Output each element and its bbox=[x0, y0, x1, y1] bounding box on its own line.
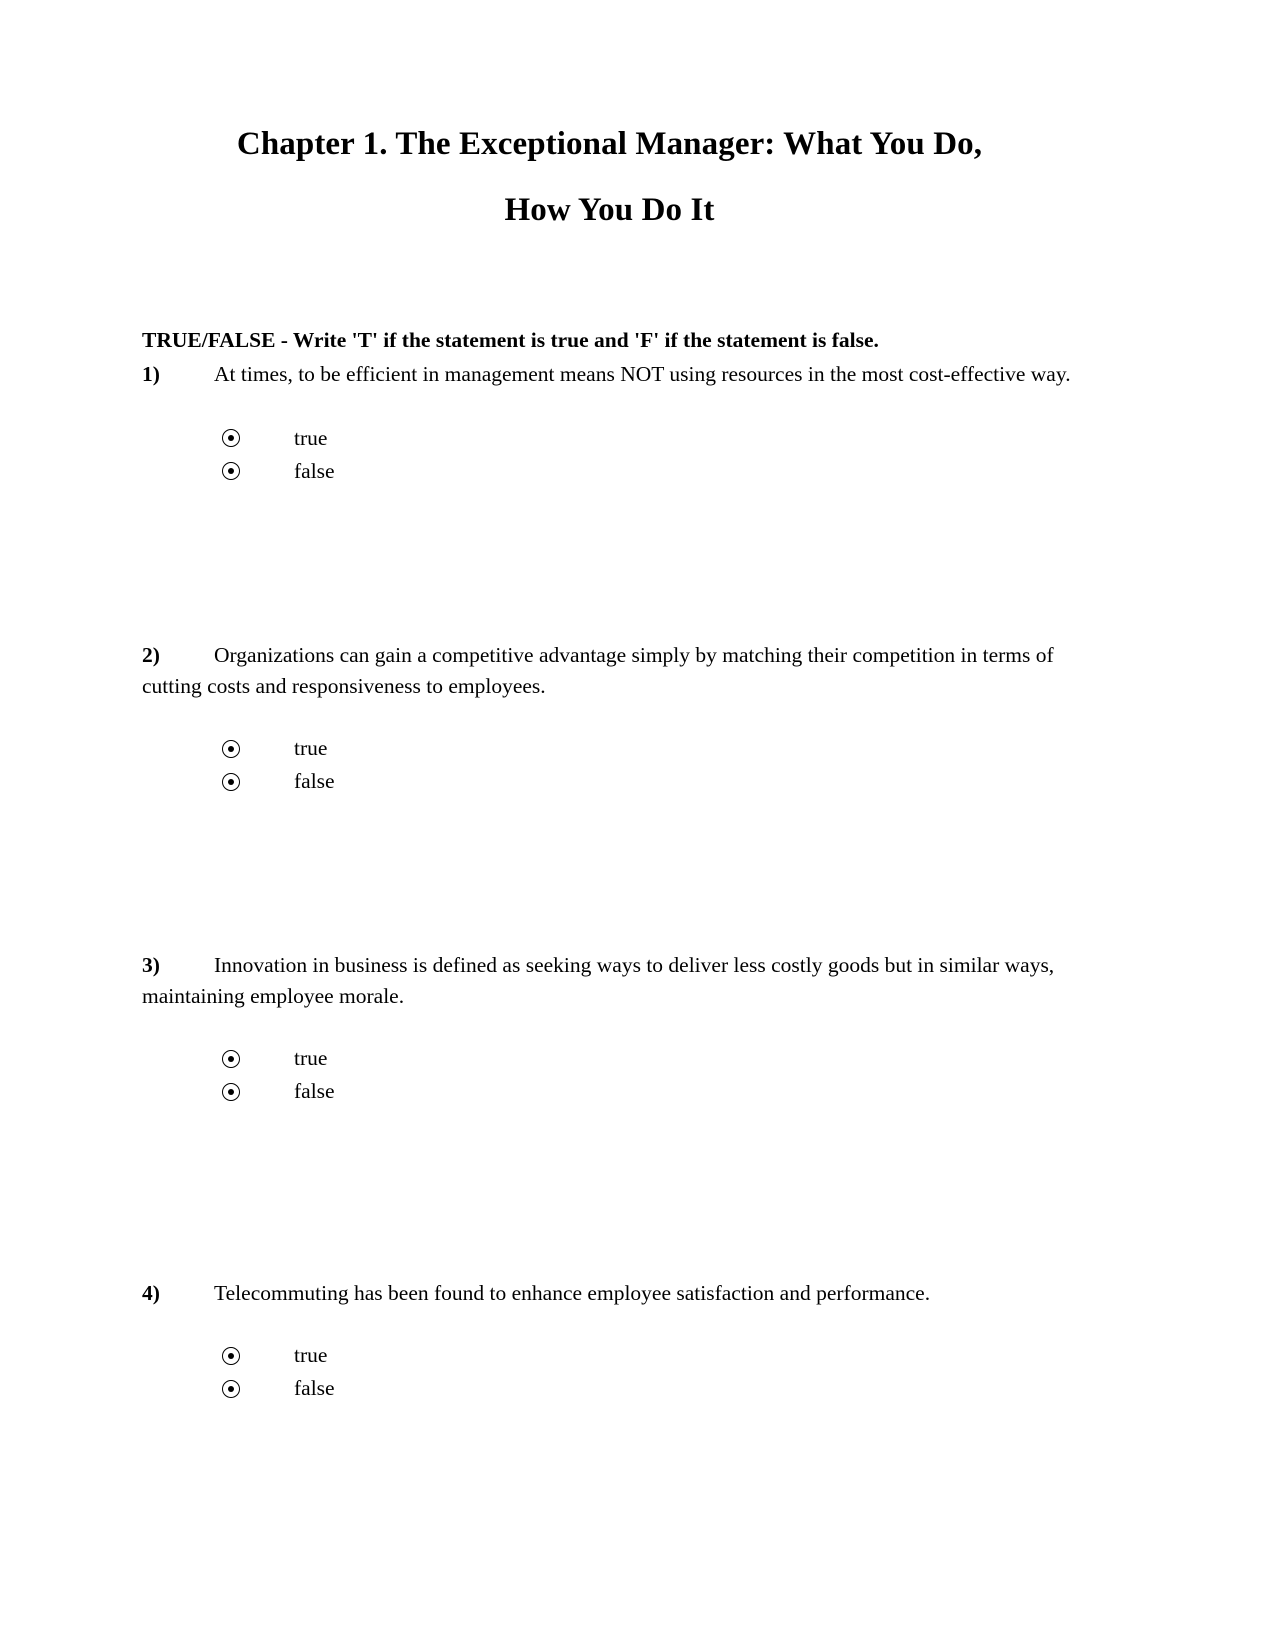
option-label-false-1: false bbox=[294, 458, 335, 483]
question-block-4 bbox=[142, 1108, 1077, 1405]
page-content bbox=[142, 0, 1077, 1406]
radio-button-icon[interactable] bbox=[222, 1083, 240, 1101]
question-number-4: 4) bbox=[142, 1281, 160, 1306]
question-statement-3: Innovation in business is defined as seeking ways to deliver less costly goods but in similar ways, maintaining employee morale. bbox=[142, 953, 1055, 1009]
option-row-true-4[interactable] bbox=[142, 1340, 1077, 1373]
radio-button-icon[interactable] bbox=[222, 773, 240, 791]
radio-button-icon[interactable] bbox=[222, 740, 240, 758]
option-row-true-2[interactable] bbox=[142, 732, 1077, 765]
question-block-3 bbox=[142, 798, 1077, 1108]
question-statement-1: At times, to be efficient in management means NOT using resources in the most cost-effective way. bbox=[214, 361, 1071, 386]
option-row-false-2[interactable] bbox=[142, 765, 1077, 798]
radio-button-icon[interactable] bbox=[222, 429, 240, 447]
page-title-line-2: How You Do It bbox=[504, 192, 715, 228]
option-label-false-4: false bbox=[294, 1376, 335, 1401]
answer-options-4 bbox=[142, 1310, 1077, 1406]
radio-button-icon[interactable] bbox=[222, 462, 240, 480]
radio-button-icon[interactable] bbox=[222, 1347, 240, 1365]
question-text-1 bbox=[142, 359, 1077, 390]
option-label-false-3: false bbox=[294, 1079, 335, 1104]
option-label-false-2: false bbox=[294, 768, 335, 793]
question-text-2 bbox=[142, 640, 1077, 702]
radio-button-icon[interactable] bbox=[222, 1050, 240, 1068]
answer-options-2 bbox=[142, 702, 1077, 798]
option-row-true-3[interactable] bbox=[142, 1042, 1077, 1075]
option-row-false-1[interactable] bbox=[142, 455, 1077, 488]
question-statement-2: Organizations can gain a competitive advantage simply by matching their competition in terms of cutting costs and responsiveness to employees. bbox=[142, 642, 1054, 698]
question-block-1 bbox=[142, 355, 1077, 488]
option-label-true-4: true bbox=[294, 1343, 328, 1368]
question-statement-4: Telecommuting has been found to enhance employee satisfaction and performance. bbox=[214, 1281, 931, 1306]
option-label-true-3: true bbox=[294, 1046, 328, 1071]
question-number-1: 1) bbox=[142, 361, 160, 386]
question-text-3 bbox=[142, 950, 1077, 1012]
question-number-3: 3) bbox=[142, 953, 160, 978]
option-row-false-3[interactable] bbox=[142, 1075, 1077, 1108]
answer-options-1 bbox=[142, 390, 1077, 488]
page-title bbox=[142, 0, 1077, 227]
question-text-4 bbox=[142, 1278, 1077, 1309]
option-row-true-1[interactable] bbox=[142, 422, 1077, 455]
page-title-line-1: Chapter 1. The Exceptional Manager: What You Do, bbox=[236, 126, 983, 162]
radio-button-icon[interactable] bbox=[222, 1380, 240, 1398]
answer-options-3 bbox=[142, 1012, 1077, 1108]
option-label-true-1: true bbox=[294, 425, 328, 450]
question-block-2 bbox=[142, 488, 1077, 798]
section-instruction: TRUE/FALSE - Write 'T' if the statement is true and 'F' if the statement is false. bbox=[142, 328, 879, 352]
option-row-false-4[interactable] bbox=[142, 1373, 1077, 1406]
question-number-2: 2) bbox=[142, 642, 160, 667]
option-label-true-2: true bbox=[294, 735, 328, 760]
